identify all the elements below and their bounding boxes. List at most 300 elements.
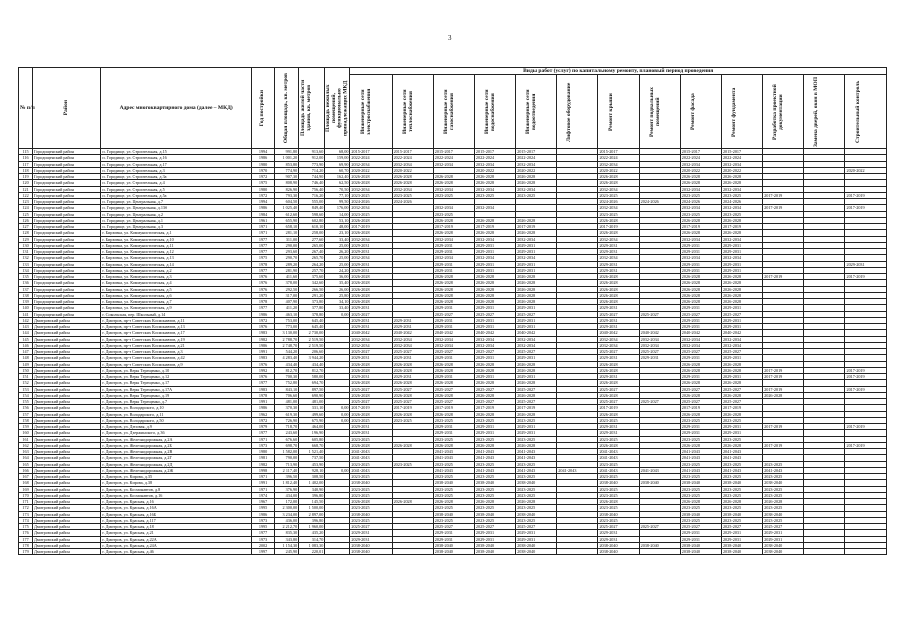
table-cell: 2032-2034 <box>474 161 515 167</box>
table-cell: 2 519,50 <box>299 336 325 342</box>
table-cell: 2025-2027 <box>721 386 762 392</box>
table-cell: 2023-2025 <box>680 474 721 480</box>
table-cell: 2023-2025 <box>474 461 515 467</box>
table-cell: 2025-2027 <box>516 399 557 405</box>
table-cell: г. Дмитров, ул. Веры Терещенко, д.19 <box>101 392 252 398</box>
table-cell: 2025-2027 <box>639 349 680 355</box>
table-cell: 1995 <box>252 524 275 530</box>
table-cell: 2038-2040 <box>763 549 804 555</box>
table-cell: 793,30 <box>275 192 299 198</box>
table-cell: Дмитровский район <box>33 480 101 486</box>
table-cell: 2038-2040 <box>680 480 721 486</box>
table-cell: г. Бирзовка, ул. Коммунистическая, д.11 <box>101 242 252 248</box>
table-cell: г. Дмитров, ул. Железнодорожная, д.2Г <box>101 455 252 461</box>
table-cell: 2025-2027 <box>433 311 474 317</box>
table-cell: 481,00 <box>275 399 299 405</box>
table-cell: Дмитровский район <box>33 542 101 548</box>
table-cell: 2029-2031 <box>516 530 557 536</box>
table-cell: 2029-2031 <box>598 249 639 255</box>
col-header-work: Ремонт фасада <box>680 75 721 149</box>
table-cell: 2029-2031 <box>598 424 639 430</box>
table-cell: 1972 <box>252 317 275 323</box>
table-cell: 2017-2019 <box>350 224 392 230</box>
table-cell: г. Дмитров, ул. Красная, д.16А <box>101 505 252 511</box>
table-cell: г. Бирзовка, ул. Коммунистическая, д.9 <box>101 305 252 311</box>
table-cell: 2026-2028 <box>516 392 557 398</box>
table-cell: 2029-2031 <box>721 536 762 542</box>
table-cell: 165 <box>19 461 33 467</box>
table-cell: 25,80 <box>325 292 350 298</box>
table-cell: 2041-2043 <box>598 467 639 473</box>
table-cell: 2041-2043 <box>350 455 392 461</box>
table-cell: 293,60 <box>275 249 299 255</box>
table-cell: 2023-2025 <box>598 474 639 480</box>
table-cell: 277,60 <box>299 236 325 242</box>
table-cell: 2017-2019 <box>474 405 515 411</box>
table-cell: 2023-2025 <box>598 486 639 492</box>
table-cell: Дмитровский район <box>33 342 101 348</box>
table-cell: 2023-2025 <box>680 192 721 198</box>
table-cell: 2 300,00 <box>275 505 299 511</box>
table-cell: г. Дмитров, ул. Красная, д.16 <box>101 499 252 505</box>
table-cell: 373,80 <box>299 299 325 305</box>
table-cell: 913,60 <box>299 149 325 155</box>
table-cell: Городищенский район <box>33 217 101 223</box>
table-cell: 411,20 <box>275 305 299 311</box>
table-cell: 2025-2027 <box>680 349 721 355</box>
table-cell: 928,10 <box>299 467 325 473</box>
table-cell: 2029-2031 <box>598 536 639 542</box>
table-cell: Дмитровский район <box>33 399 101 405</box>
table-cell: 1973 <box>252 536 275 542</box>
table-cell: 2029-2031 <box>433 324 474 330</box>
table-cell: 2026-2028 <box>516 361 557 367</box>
table-cell: 2023-2025 <box>350 517 392 523</box>
table-cell: 2038-2040 <box>598 480 639 486</box>
table-cell: 290,00 <box>275 242 299 248</box>
table-cell: 1986 <box>252 511 275 517</box>
table-cell: п. Городище, ул. Центральная, д.2 <box>101 211 252 217</box>
table-cell: 117 <box>19 161 33 167</box>
table-cell: 150 <box>19 367 33 373</box>
table-cell: г. Бирзовка, ул. Коммунистическая, д.12 <box>101 249 252 255</box>
col-header-work: Разработка проектной документации <box>763 75 804 149</box>
table-cell: Дмитровский район <box>33 405 101 411</box>
table-cell: 174 <box>19 517 33 523</box>
table-cell: 1 960,00 <box>299 524 325 530</box>
table-cell: 2023-2025 <box>474 492 515 498</box>
table-cell: Городищенский район <box>33 186 101 192</box>
table-cell: г. Сокольская, пер. Школьный, д.14 <box>101 311 252 317</box>
table-cell: 2023-2025 <box>763 474 804 480</box>
table-cell: 2026-2028 <box>680 280 721 286</box>
table-cell: 2041-2043 <box>433 455 474 461</box>
table-cell: Дмитровский район <box>33 511 101 517</box>
table-cell: 2026-2028 <box>721 230 762 236</box>
table-cell: 2017-2019 <box>763 442 804 448</box>
table-cell: 2029-2031 <box>474 536 515 542</box>
table-cell: 580,00 <box>299 374 325 380</box>
table-cell: 2038-2040 <box>598 542 639 548</box>
table-cell: Дмитровский район <box>33 461 101 467</box>
table-cell: 2026-2028 <box>598 174 639 180</box>
table-cell: Городищенский район <box>33 174 101 180</box>
table-cell: 2023-2025 <box>516 461 557 467</box>
table-cell: 25,00 <box>325 255 350 261</box>
table-cell: Дмитровский район <box>33 549 101 555</box>
table-cell: 136 <box>19 280 33 286</box>
table-cell: 1979 <box>252 424 275 430</box>
table-cell: 2 897,00 <box>299 511 325 517</box>
table-cell: 2025-2027 <box>639 311 680 317</box>
table-cell: 2038-2040 <box>763 480 804 486</box>
table-cell: 2023-2025 <box>763 461 804 467</box>
table-cell: 2026-2028 <box>598 411 639 417</box>
table-cell: 2017-2019 <box>763 374 804 380</box>
table-cell: 2026-2028 <box>474 392 515 398</box>
table-cell: 2022-2024 <box>433 155 474 161</box>
table-cell <box>392 549 433 555</box>
table-cell: 2029-2031 <box>433 249 474 255</box>
table-cell: 149 <box>19 361 33 367</box>
table-cell: 2026-2028 <box>598 442 639 448</box>
table-cell: Дмитровский район <box>33 536 101 542</box>
table-cell: 2025-2027 <box>392 386 433 392</box>
table-cell: 2032-2034 <box>433 342 474 348</box>
table-cell: 2026-2028 <box>516 499 557 505</box>
table-cell: 2026-2028 <box>721 367 762 373</box>
table-cell: 2023-2025 <box>474 517 515 523</box>
table-cell: 267,40 <box>299 249 325 255</box>
table-cell: 2029-2031 <box>680 536 721 542</box>
table-cell: 2029-2031 <box>433 267 474 273</box>
table-cell: 2026-2028 <box>350 274 392 280</box>
table-cell: 2029-2031 <box>433 536 474 542</box>
table-cell: 2032-2034 <box>516 342 557 348</box>
table-cell: 2032-2034 <box>598 161 639 167</box>
table-cell: 2023-2025 <box>516 492 557 498</box>
table-cell: 2040-2042 <box>639 330 680 336</box>
table-cell: 2026-2028 <box>350 411 392 417</box>
table-cell: 2026-2028 <box>474 380 515 386</box>
table-cell: 396,80 <box>299 492 325 498</box>
table-cell: г. Бирзовка, ул. Коммунистическая, д.13 <box>101 255 252 261</box>
table-cell: 2032-2034 <box>598 236 639 242</box>
table-cell: 2025-2027 <box>598 524 639 530</box>
table-cell: 2029-2031 <box>392 324 433 330</box>
table-cell: Дмитровский район <box>33 411 101 417</box>
table-cell: 2029-2031 <box>350 242 392 248</box>
table-cell: 1978 <box>252 392 275 398</box>
table-cell: 2022-2024 <box>680 155 721 161</box>
table-cell: 370,30 <box>275 405 299 411</box>
table-cell: г. Дмитров, ул. Володарского, д.50 <box>101 417 252 423</box>
table-cell: 2002 <box>252 542 275 548</box>
table-cell: Дмитровский район <box>33 355 101 361</box>
table-cell: 2029-2031 <box>721 374 762 380</box>
table-cell: 2026-2028 <box>474 499 515 505</box>
table-cell: 2029-2031 <box>598 305 639 311</box>
works-group-header: Виды работ (услуг) по капитальному ремонту, плановый период проведения <box>350 68 887 75</box>
table-cell: 2026-2028 <box>598 286 639 292</box>
table-cell: 2040-2042 <box>474 330 515 336</box>
table-cell: 2038-2040 <box>721 511 762 517</box>
table-cell: 774,90 <box>275 167 299 173</box>
table-cell: 2032-2034 <box>721 342 762 348</box>
table-cell: 171 <box>19 499 33 505</box>
table-cell: 1980 <box>252 186 275 192</box>
table-cell: 2038-2040 <box>721 549 762 555</box>
table-cell: 2026-2028 <box>598 292 639 298</box>
table-cell: 1 025,40 <box>275 205 299 211</box>
table-cell: 2022-2024 <box>598 155 639 161</box>
table-cell: 2041-2043 <box>474 455 515 461</box>
table-cell: 2026-2028 <box>474 180 515 186</box>
table-cell: 164 <box>19 455 33 461</box>
table-cell: 163 <box>19 449 33 455</box>
table-cell: 2023-2025 <box>516 192 557 198</box>
table-cell: 2029-2031 <box>680 305 721 311</box>
table-cell: 2023-2025 <box>474 417 515 423</box>
table-cell: 0,00 <box>325 417 350 423</box>
table-cell: Дмитровский район <box>33 530 101 536</box>
table-cell: 2023-2025 <box>680 417 721 423</box>
table-cell: 1978 <box>252 299 275 305</box>
table-cell: 2026-2028 <box>721 411 762 417</box>
table-cell: 2032-2034 <box>392 186 433 192</box>
table-cell: 2038-2040 <box>350 549 392 555</box>
table-cell: 2032-2034 <box>516 255 557 261</box>
table-cell: 1971 <box>252 474 275 480</box>
table-cell: 714,20 <box>299 167 325 173</box>
table-cell: 121 <box>19 186 33 192</box>
table-cell: 2029-2031 <box>516 317 557 323</box>
table-cell: 145 <box>19 336 33 342</box>
table-cell: 2032-2034 <box>516 186 557 192</box>
table-cell: 2020-2022 <box>721 167 762 173</box>
table-cell: 2017-2019 <box>845 192 887 198</box>
table-cell: 134 <box>19 267 33 273</box>
table-cell: 2023-2025 <box>680 492 721 498</box>
table-cell: 2017-2019 <box>763 205 804 211</box>
table-cell: 2032-2034 <box>474 205 515 211</box>
table-cell: 668,70 <box>299 442 325 448</box>
table-cell: 2026-2028 <box>433 274 474 280</box>
table-cell: г. Бирзовка, ул. Коммунистическая, д.10 <box>101 236 252 242</box>
table-cell: 2026-2028 <box>474 411 515 417</box>
table-cell: 2 748,70 <box>275 342 299 348</box>
table-cell: 206,60 <box>299 349 325 355</box>
table-cell: Дмитровский район <box>33 367 101 373</box>
table-cell: 2029-2031 <box>392 355 433 361</box>
col-header-address: Адрес многоквартирного дома (далее – МКД) <box>101 68 252 149</box>
table-cell: 2026-2028 <box>516 280 557 286</box>
table-cell: Дмитровский район <box>33 361 101 367</box>
table-cell: 2029-2031 <box>516 261 557 267</box>
table-cell: 126 <box>19 217 33 223</box>
table-cell: 2023-2025 <box>598 192 639 198</box>
table-cell: 2025-2027 <box>639 399 680 405</box>
table-cell: 2029-2031 <box>474 374 515 380</box>
table-cell: г. Дмитров, ул. Кирова, д.38 <box>101 480 252 486</box>
table-cell: 2 519,50 <box>299 342 325 348</box>
table-cell: 147 <box>19 349 33 355</box>
table-cell: 139 <box>19 299 33 305</box>
table-cell: Дмитровский район <box>33 424 101 430</box>
table-cell: 2040-2042 <box>433 330 474 336</box>
table-cell: 2023-2025 <box>680 461 721 467</box>
table-cell: 1986 <box>252 405 275 411</box>
table-cell: 2029-2031 <box>516 355 557 361</box>
table-cell: 35,40 <box>325 280 350 286</box>
table-cell: 24,20 <box>325 267 350 273</box>
table-cell: 2026-2028 <box>433 392 474 398</box>
table-cell: 2015-2017 <box>350 149 392 155</box>
table-cell: 135 <box>19 274 33 280</box>
table-cell: 2040-2042 <box>516 330 557 336</box>
table-cell: 281,90 <box>275 267 299 273</box>
table-cell: 2026-2028 <box>516 217 557 223</box>
table-cell: г. Дмитров, ул. Красная, д.21 <box>101 530 252 536</box>
table-cell: 2023-2025 <box>350 486 392 492</box>
table-cell: 2026-2028 <box>516 442 557 448</box>
table-cell: 2023-2025 <box>433 211 474 217</box>
table-cell: 2017-2019 <box>721 405 762 411</box>
table-cell: 53,10 <box>325 217 350 223</box>
table-cell: 2023-2025 <box>350 474 392 480</box>
table-cell: 2025-2027 <box>598 399 639 405</box>
table-cell: 544,20 <box>275 349 299 355</box>
table-cell: 2026-2028 <box>721 280 762 286</box>
table-cell: 645,40 <box>299 324 325 330</box>
table-cell: 308,50 <box>299 474 325 480</box>
table-cell: 610,10 <box>299 224 325 230</box>
table-cell: 257,70 <box>299 267 325 273</box>
table-cell: 1995 <box>252 505 275 511</box>
table-cell: г. Бирзовка, ул. Коммунистическая, д.4 <box>101 280 252 286</box>
table-cell: 411,60 <box>275 274 299 280</box>
table-cell: Городищенский район <box>33 242 101 248</box>
table-cell: 2015-2017 <box>598 149 639 155</box>
table-cell: 118 <box>19 167 33 173</box>
table-cell: 3 944,20 <box>299 355 325 361</box>
col-header-work: Ремонт подвальных помещений <box>639 75 680 149</box>
table-cell: 48,00 <box>325 224 350 230</box>
table-cell: 2023-2025 <box>763 492 804 498</box>
table-cell: 1986 <box>252 342 275 348</box>
table-cell: 2026-2028 <box>350 292 392 298</box>
table-cell: Дмитровский район <box>33 436 101 442</box>
table-cell: 2029-2031 <box>433 430 474 436</box>
table-cell: г. Бирзовка, ул. Коммунистическая, д.2 <box>101 267 252 273</box>
table-cell: 2041-2043 <box>516 455 557 461</box>
table-cell: Городищенский район <box>33 205 101 211</box>
table-cell: 605,80 <box>299 436 325 442</box>
table-cell: 1980 <box>252 161 275 167</box>
table-cell: 2023-2025 <box>598 461 639 467</box>
table-cell: 2026-2028 <box>350 361 392 367</box>
table-cell: 2025-2027 <box>474 386 515 392</box>
table-cell: 2017-2019 <box>350 405 392 411</box>
table-cell: 718,70 <box>275 424 299 430</box>
table-cell: п. Городище, ул. Строительная, д.3а <box>101 174 252 180</box>
table-cell: 122 <box>19 192 33 198</box>
table-cell: 2023-2025 <box>474 436 515 442</box>
table-cell: 127 <box>19 224 33 230</box>
table-cell: г. Дмитров, ул. Веры Терещенко, д.10 <box>101 367 252 373</box>
table-cell: 1976 <box>252 274 275 280</box>
table-cell: 2025-2027 <box>680 311 721 317</box>
table-cell: 2029-2031 <box>680 324 721 330</box>
table-cell: 2032-2034 <box>598 255 639 261</box>
table-cell: г. Дмитров, ул. Железнодорожная, д.2Б <box>101 442 252 448</box>
table-cell: 2017-2019 <box>845 367 887 373</box>
table-cell: 2029-2031 <box>350 305 392 311</box>
table-cell: 172,00 <box>275 499 299 505</box>
table-cell: 179 <box>19 549 33 555</box>
table-cell: 2023-2025 <box>474 474 515 480</box>
table-cell: 2026-2028 <box>350 380 392 386</box>
table-cell: 1971 <box>252 230 275 236</box>
table-cell: 2032-2034 <box>680 236 721 242</box>
table-cell: Городищенский район <box>33 267 101 273</box>
table-cell: 2024-2026 <box>392 199 433 205</box>
table-cell: 2038-2040 <box>680 549 721 555</box>
table-cell: 2026-2028 <box>598 280 639 286</box>
col-header-work: Ремонт фундамента <box>721 75 762 149</box>
table-cell: 2038-2040 <box>433 480 474 486</box>
table-cell: 2026-2028 <box>516 367 557 373</box>
table-cell: 2032-2034 <box>680 161 721 167</box>
table-cell: 897,50 <box>299 386 325 392</box>
table-cell: Городищенский район <box>33 161 101 167</box>
table-cell: 2023-2025 <box>680 505 721 511</box>
table-cell: 2026-2028 <box>474 174 515 180</box>
table-cell: 2023-2025 <box>433 461 474 467</box>
table-cell: 2041-2043 <box>639 467 680 473</box>
table-cell: 2023-2025 <box>721 474 762 480</box>
table-cell: 2026-2028 <box>598 299 639 305</box>
table-cell: 2032-2034 <box>433 161 474 167</box>
table-cell: 2026-2028 <box>598 361 639 367</box>
table-cell: г. Дмитров, пр-т Советских Космонавтов, д.42 <box>101 355 252 361</box>
table-cell: 2026-2028 <box>474 230 515 236</box>
table-cell: 1 001,20 <box>275 155 299 161</box>
table-cell: 2032-2034 <box>598 336 639 342</box>
table-cell: 2026-2028 <box>474 217 515 223</box>
table-cell <box>639 549 680 555</box>
table-cell: 155 <box>19 399 33 405</box>
table-cell: 343,80 <box>275 536 299 542</box>
table-cell: 808,90 <box>275 180 299 186</box>
table-cell: 1976 <box>252 374 275 380</box>
col-header-living-area: Площадь жилой части здания, кв. метров <box>299 68 325 149</box>
table-cell: 1976 <box>252 324 275 330</box>
table-cell: 162,40 <box>325 174 350 180</box>
table-cell: 2026-2028 <box>433 499 474 505</box>
table-cell: 2032-2034 <box>433 236 474 242</box>
table-cell: г. Бирзовка, ул. Коммунистическая, д.14 <box>101 261 252 267</box>
table-cell: Городищенский район <box>33 274 101 280</box>
table-cell: 2023-2025 <box>433 474 474 480</box>
table-cell: 2015-2017 <box>433 149 474 155</box>
table-cell: 912,00 <box>299 155 325 161</box>
table-cell: 746,40 <box>299 180 325 186</box>
table-cell: 2029-2031 <box>474 261 515 267</box>
table-cell: Дмитровский район <box>33 317 101 323</box>
table-cell: 2024-2026 <box>350 199 392 205</box>
table-cell: 1 521,40 <box>299 449 325 455</box>
